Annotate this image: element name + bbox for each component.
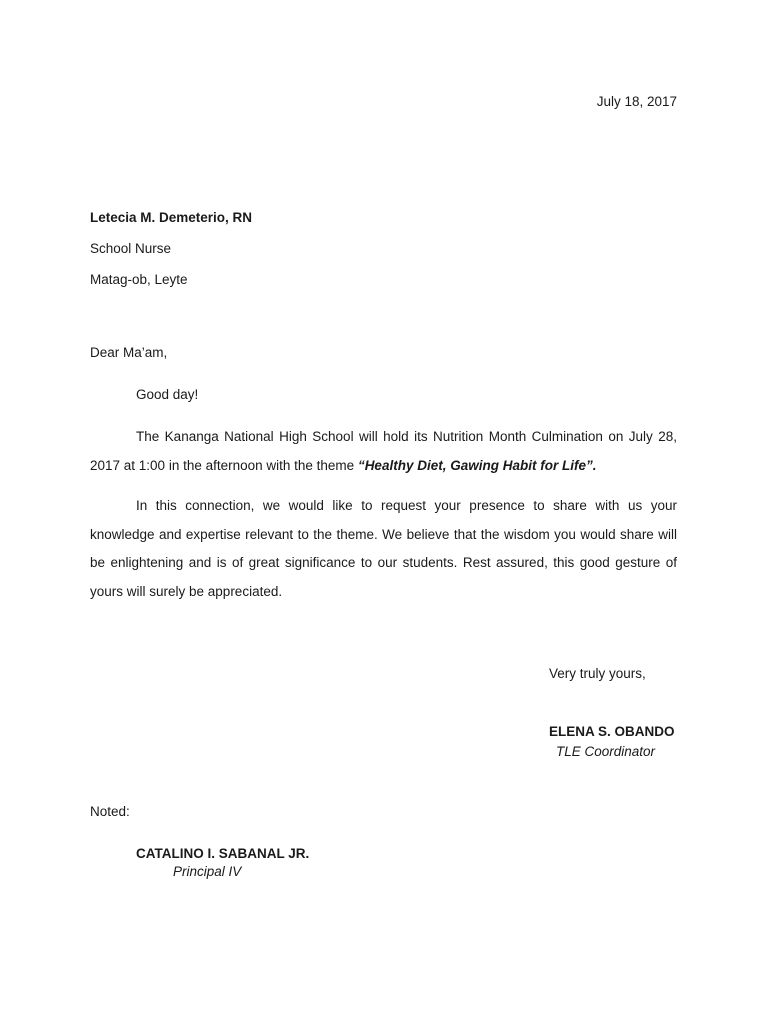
signer-position: TLE Coordinator xyxy=(556,744,656,759)
recipient-address: Matag-ob, Leyte xyxy=(90,272,188,287)
letter-date: July 18, 2017 xyxy=(596,94,677,109)
noter-position: Principal IV xyxy=(173,864,242,879)
paragraph-1-text: The Kananga National High School will hold its Nutrition Month Culmination on July 28, 2017 at 1:00 in the afternoon with the theme xyxy=(90,429,677,473)
salutation: Dear Ma’am, xyxy=(90,345,168,360)
paragraph-1-end: . xyxy=(592,457,597,473)
body-paragraph-2: In this connection, we would like to request your presence to share with us your knowledge and expertise relevant to the theme. We believe that the wisdom you would share will be enlightening and is of great significance to our students. Rest assured, this good gesture of yours will surely be appreciated. xyxy=(90,498,677,599)
recipient-name: Letecia M. Demeterio, RN xyxy=(90,210,253,225)
noted-label: Noted: xyxy=(90,804,130,819)
noter-name: CATALINO I. SABANAL JR. xyxy=(136,846,310,861)
complimentary-closing: Very truly yours, xyxy=(549,666,646,681)
recipient-title: School Nurse xyxy=(90,241,172,256)
signer-name: ELENA S. OBANDO xyxy=(549,724,675,739)
event-theme: “Healthy Diet, Gawing Habit for Life” xyxy=(357,457,593,473)
body-paragraph-1 xyxy=(90,423,677,480)
greeting: Good day! xyxy=(136,387,199,402)
